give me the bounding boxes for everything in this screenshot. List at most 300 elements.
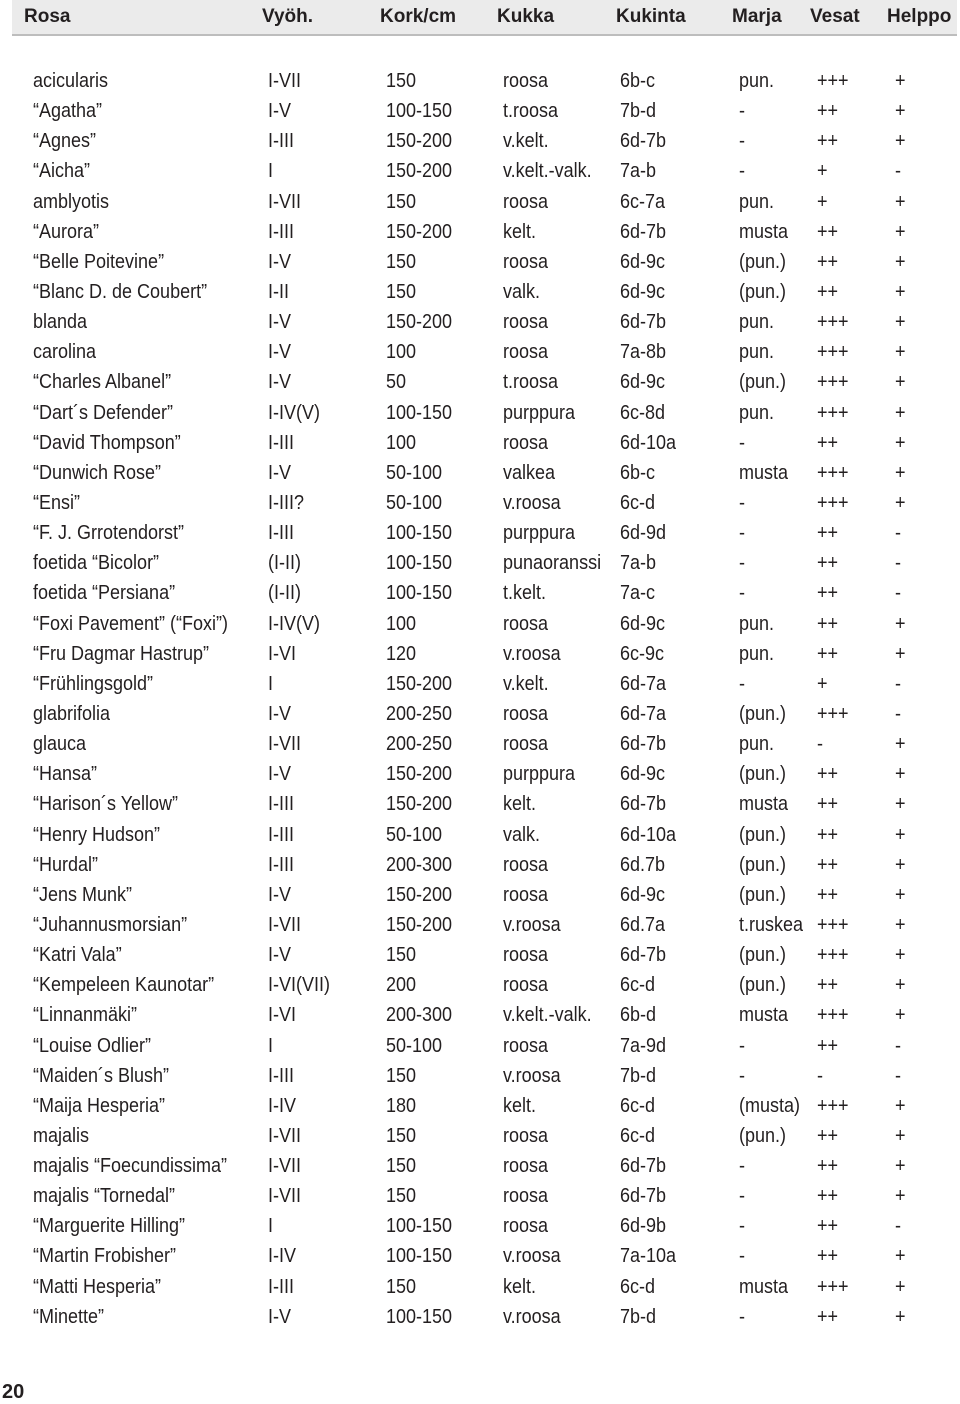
- cell-col-helppo: +: [895, 1004, 906, 1027]
- cell-col-kukinta: 6b-c: [620, 70, 656, 92]
- cell-col-marja: (pun.): [739, 944, 787, 967]
- cell-col-korkeus: 100-150: [386, 1215, 453, 1238]
- cell-col-kukka: t.roosa: [503, 100, 559, 123]
- cell-col-helppo: +: [895, 1094, 906, 1117]
- cell-col-vesat: ++: [817, 1155, 839, 1178]
- cell-col-rosa: “Matti Hesperia”: [33, 1275, 162, 1298]
- cell-col-marja: (pun.): [739, 853, 787, 876]
- cell-col-helppo: -: [895, 1034, 902, 1057]
- header-col-vyohyke: Vyöh.: [262, 6, 314, 27]
- cell-col-marja: pun.: [739, 642, 775, 665]
- cell-col-kukka: roosa: [503, 190, 549, 213]
- cell-col-vyohyke: I-V: [268, 763, 292, 786]
- cell-col-korkeus: 150: [386, 1124, 417, 1147]
- cell-col-vesat: +: [817, 190, 828, 213]
- cell-col-korkeus: 150-200: [386, 130, 453, 153]
- cell-col-helppo: +: [895, 763, 906, 786]
- cell-col-helppo: -: [895, 1215, 902, 1238]
- cell-col-rosa: glabrifolia: [33, 702, 111, 725]
- cell-col-vesat: +++: [817, 461, 849, 484]
- cell-col-kukka: roosa: [503, 612, 549, 635]
- cell-col-vyohyke: I-V: [268, 883, 292, 906]
- cell-col-rosa: “Minette”: [33, 1305, 105, 1328]
- cell-col-korkeus: 50-100: [386, 1034, 443, 1057]
- cell-col-vesat: ++: [817, 552, 839, 575]
- header-col-helppo: Helppo: [887, 6, 952, 27]
- cell-col-kukinta: 7b-d: [620, 1064, 657, 1087]
- table-row: [0, 187, 960, 217]
- cell-col-kukinta: 7b-d: [620, 100, 657, 123]
- table-row: [0, 518, 960, 548]
- table-row: [0, 126, 960, 156]
- cell-col-kukinta: 6d-7a: [620, 702, 667, 725]
- cell-col-marja: pun.: [739, 612, 775, 635]
- cell-col-kukka: v.roosa: [503, 491, 561, 514]
- cell-col-vesat: +++: [817, 371, 849, 394]
- cell-col-vesat: ++: [817, 853, 839, 876]
- cell-col-kukka: purppura: [503, 763, 576, 786]
- cell-col-helppo: +: [895, 733, 906, 756]
- cell-col-rosa: glauca: [33, 733, 87, 756]
- cell-col-kukka: roosa: [503, 1215, 549, 1238]
- cell-col-vesat: ++: [817, 1215, 839, 1238]
- cell-col-rosa: “Agatha”: [33, 100, 103, 123]
- cell-col-korkeus: 100-150: [386, 522, 453, 545]
- cell-col-vyohyke: I-V: [268, 461, 292, 484]
- table-row: [0, 66, 960, 96]
- table-row: [0, 548, 960, 578]
- cell-col-marja: (pun.): [739, 974, 787, 997]
- cell-col-kukka: roosa: [503, 1034, 549, 1057]
- cell-col-rosa: “Harison´s Yellow”: [33, 793, 179, 816]
- cell-col-marja: -: [739, 1245, 746, 1268]
- cell-col-vesat: ++: [817, 100, 839, 123]
- cell-col-helppo: +: [895, 612, 906, 635]
- cell-col-vesat: +++: [817, 944, 849, 967]
- cell-col-korkeus: 200-300: [386, 1004, 453, 1027]
- cell-col-helppo: +: [895, 70, 906, 92]
- cell-col-marja: -: [739, 1305, 746, 1328]
- cell-col-kukinta: 6b-d: [620, 1004, 657, 1027]
- cell-col-helppo: -: [895, 552, 902, 575]
- cell-col-helppo: +: [895, 130, 906, 153]
- cell-col-kukinta: 6d-10a: [620, 823, 677, 846]
- cell-col-korkeus: 150: [386, 1064, 417, 1087]
- cell-col-vyohyke: I: [268, 1034, 274, 1057]
- rose-table: [0, 66, 960, 1332]
- cell-col-rosa: “Marguerite Hilling”: [33, 1215, 186, 1238]
- table-row: [0, 578, 960, 608]
- cell-col-marja: (pun.): [739, 280, 787, 303]
- cell-col-vyohyke: I-III: [268, 793, 295, 816]
- cell-col-kukinta: 7a-8b: [620, 341, 667, 364]
- header-col-kukinta: Kukinta: [616, 6, 686, 27]
- cell-col-rosa: “Aurora”: [33, 220, 100, 243]
- cell-col-kukka: roosa: [503, 853, 549, 876]
- cell-col-korkeus: 180: [386, 1094, 417, 1117]
- cell-col-rosa: carolina: [33, 341, 97, 364]
- cell-col-marja: (musta): [739, 1094, 801, 1117]
- cell-col-korkeus: 150: [386, 1275, 417, 1298]
- cell-col-marja: pun.: [739, 311, 775, 334]
- table-row: [0, 277, 960, 307]
- table-row: [0, 639, 960, 669]
- cell-col-vesat: +++: [817, 311, 849, 334]
- cell-col-rosa: “Kempeleen Kaunotar”: [33, 974, 215, 997]
- cell-col-korkeus: 150: [386, 190, 417, 213]
- cell-col-rosa: “Hurdal”: [33, 853, 99, 876]
- cell-col-kukinta: 6d-7b: [620, 311, 667, 334]
- cell-col-kukinta: 6d.7a: [620, 913, 666, 936]
- cell-col-vesat: ++: [817, 974, 839, 997]
- table-row: [0, 337, 960, 367]
- cell-col-helppo: +: [895, 1185, 906, 1208]
- cell-col-kukinta: 6d-9d: [620, 522, 667, 545]
- cell-col-rosa: “Juhannusmorsian”: [33, 913, 188, 936]
- cell-col-kukka: kelt.: [503, 220, 537, 243]
- cell-col-vesat: ++: [817, 793, 839, 816]
- cell-col-vyohyke: I: [268, 1215, 274, 1238]
- cell-col-rosa: “Fru Dagmar Hastrup”: [33, 642, 210, 665]
- cell-col-helppo: +: [895, 461, 906, 484]
- table-row: [0, 96, 960, 126]
- cell-col-vyohyke: I-VII: [268, 913, 302, 936]
- cell-col-korkeus: 100: [386, 431, 417, 454]
- cell-col-helppo: +: [895, 974, 906, 997]
- cell-col-kukka: valk.: [503, 823, 541, 846]
- cell-col-vesat: ++: [817, 1034, 839, 1057]
- cell-col-vesat: ++: [817, 1124, 839, 1147]
- cell-col-kukinta: 6c-7a: [620, 190, 666, 213]
- cell-col-marja: -: [739, 522, 746, 545]
- cell-col-helppo: +: [895, 913, 906, 936]
- table-row: [0, 1211, 960, 1241]
- cell-col-marja: (pun.): [739, 883, 787, 906]
- table-header: [12, 0, 957, 34]
- table-row: [0, 699, 960, 729]
- cell-col-rosa: “Charles Albanel”: [33, 371, 172, 394]
- table-row: [0, 156, 960, 186]
- cell-col-korkeus: 200-250: [386, 702, 453, 725]
- cell-col-korkeus: 100-150: [386, 100, 453, 123]
- cell-col-kukka: valk.: [503, 280, 541, 303]
- cell-col-kukka: roosa: [503, 702, 549, 725]
- cell-col-rosa: “Hansa”: [33, 763, 98, 786]
- table-row: [0, 880, 960, 910]
- cell-col-rosa: “Agnes”: [33, 130, 97, 153]
- cell-col-helppo: -: [895, 1064, 902, 1087]
- cell-col-vesat: +++: [817, 702, 849, 725]
- cell-col-marja: -: [739, 1185, 746, 1208]
- cell-col-rosa: “F. J. Grrotendorst”: [33, 522, 185, 545]
- cell-col-vyohyke: I-VI: [268, 642, 297, 665]
- table-row: [0, 1151, 960, 1181]
- table-row: [0, 217, 960, 247]
- cell-col-vyohyke: I-III: [268, 853, 295, 876]
- cell-col-vesat: ++: [817, 1185, 839, 1208]
- cell-col-marja: (pun.): [739, 250, 787, 273]
- cell-col-kukinta: 7a-10a: [620, 1245, 677, 1268]
- cell-col-vesat: +++: [817, 341, 849, 364]
- cell-col-helppo: -: [895, 582, 902, 605]
- cell-col-kukka: v.kelt.-valk.: [503, 1004, 592, 1027]
- cell-col-vyohyke: I-VI(VII): [268, 974, 331, 997]
- cell-col-vyohyke: (I-II): [268, 552, 301, 575]
- cell-col-marja: -: [739, 1064, 746, 1087]
- cell-col-kukka: purppura: [503, 522, 576, 545]
- cell-col-rosa: “Foxi Pavement” (“Foxi”): [33, 612, 229, 635]
- cell-col-korkeus: 50-100: [386, 823, 443, 846]
- table-row: [0, 940, 960, 970]
- cell-col-korkeus: 150-200: [386, 913, 453, 936]
- cell-col-kukinta: 6d-7a: [620, 672, 667, 695]
- cell-col-vyohyke: I-V: [268, 1305, 292, 1328]
- cell-col-vyohyke: I-V: [268, 371, 292, 394]
- cell-col-vyohyke: I-IV: [268, 1094, 297, 1117]
- cell-col-korkeus: 50-100: [386, 491, 443, 514]
- cell-col-kukinta: 6c-d: [620, 491, 656, 514]
- cell-col-vesat: ++: [817, 582, 839, 605]
- cell-col-marja: -: [739, 491, 746, 514]
- cell-col-korkeus: 50-100: [386, 461, 443, 484]
- cell-col-vyohyke: I-III?: [268, 491, 305, 514]
- cell-col-kukinta: 7a-b: [620, 160, 657, 183]
- cell-col-kukinta: 6c-9c: [620, 642, 665, 665]
- table-row: [0, 789, 960, 819]
- cell-col-kukinta: 6c-d: [620, 974, 656, 997]
- cell-col-vesat: ++: [817, 1305, 839, 1328]
- cell-col-korkeus: 150: [386, 280, 417, 303]
- cell-col-rosa: majalis “Tornedal”: [33, 1185, 176, 1208]
- cell-col-rosa: foetida “Persiana”: [33, 582, 176, 605]
- cell-col-rosa: “Dart´s Defender”: [33, 401, 174, 424]
- cell-col-kukinta: 6d-7b: [620, 130, 667, 153]
- cell-col-kukka: roosa: [503, 250, 549, 273]
- cell-col-vesat: ++: [817, 612, 839, 635]
- cell-col-vesat: ++: [817, 220, 839, 243]
- cell-col-kukka: v.roosa: [503, 913, 561, 936]
- cell-col-vyohyke: I-VII: [268, 1185, 302, 1208]
- cell-col-vyohyke: I-III: [268, 823, 295, 846]
- cell-col-korkeus: 200: [386, 974, 417, 997]
- cell-col-kukka: v.roosa: [503, 1305, 561, 1328]
- cell-col-marja: -: [739, 160, 746, 183]
- cell-col-kukka: roosa: [503, 883, 549, 906]
- cell-col-vyohyke: I-VII: [268, 190, 302, 213]
- cell-col-kukinta: 6d-7b: [620, 1155, 667, 1178]
- table-row: [0, 1061, 960, 1091]
- cell-col-kukinta: 6d-7b: [620, 733, 667, 756]
- header-divider: [12, 34, 957, 36]
- cell-col-marja: (pun.): [739, 702, 787, 725]
- cell-col-kukinta: 6d-9c: [620, 612, 666, 635]
- cell-col-kukka: punaoranssi: [503, 552, 602, 575]
- cell-col-vyohyke: I-VII: [268, 70, 302, 92]
- cell-col-kukinta: 6d-9c: [620, 371, 666, 394]
- cell-col-helppo: +: [895, 250, 906, 273]
- table-row: [0, 910, 960, 940]
- cell-col-kukinta: 6d-10a: [620, 431, 677, 454]
- cell-col-korkeus: 150: [386, 944, 417, 967]
- cell-col-kukka: v.roosa: [503, 642, 561, 665]
- cell-col-vesat: ++: [817, 823, 839, 846]
- cell-col-kukka: kelt.: [503, 1275, 537, 1298]
- cell-col-vyohyke: (I-II): [268, 582, 301, 605]
- cell-col-korkeus: 150-200: [386, 160, 453, 183]
- cell-col-rosa: “Katri Vala”: [33, 944, 122, 967]
- table-row: [0, 820, 960, 850]
- cell-col-helppo: +: [895, 220, 906, 243]
- cell-col-vyohyke: I-V: [268, 341, 292, 364]
- cell-col-vesat: +++: [817, 491, 849, 514]
- cell-col-korkeus: 100-150: [386, 582, 453, 605]
- cell-col-helppo: +: [895, 371, 906, 394]
- cell-col-korkeus: 150: [386, 250, 417, 273]
- cell-col-vesat: ++: [817, 763, 839, 786]
- cell-col-kukinta: 6d-9b: [620, 1215, 667, 1238]
- cell-col-marja: -: [739, 1155, 746, 1178]
- table-row: [0, 970, 960, 1000]
- table-row: [0, 488, 960, 518]
- cell-col-marja: musta: [739, 793, 789, 816]
- cell-col-rosa: “Ensi”: [33, 491, 81, 514]
- cell-col-vyohyke: I-VII: [268, 1155, 302, 1178]
- cell-col-helppo: +: [895, 823, 906, 846]
- cell-col-kukinta: 7a-b: [620, 552, 657, 575]
- cell-col-kukka: kelt.: [503, 1094, 537, 1117]
- table-row: [0, 1241, 960, 1271]
- cell-col-marja: -: [739, 672, 746, 695]
- cell-col-marja: (pun.): [739, 371, 787, 394]
- cell-col-marja: pun.: [739, 341, 775, 364]
- table-row: [0, 428, 960, 458]
- cell-col-helppo: +: [895, 190, 906, 213]
- cell-col-kukinta: 6c-8d: [620, 401, 666, 424]
- cell-col-helppo: +: [895, 853, 906, 876]
- cell-col-rosa: majalis: [33, 1124, 90, 1147]
- cell-col-vesat: ++: [817, 522, 839, 545]
- cell-col-kukka: roosa: [503, 1124, 549, 1147]
- cell-col-rosa: “Linnanmäki”: [33, 1004, 138, 1027]
- cell-col-vyohyke: I-VII: [268, 733, 302, 756]
- table-row: [0, 1091, 960, 1121]
- cell-col-vesat: +: [817, 160, 828, 183]
- cell-col-vesat: ++: [817, 883, 839, 906]
- cell-col-vyohyke: I-VI: [268, 1004, 297, 1027]
- cell-col-marja: (pun.): [739, 1124, 787, 1147]
- cell-col-helppo: +: [895, 1155, 906, 1178]
- table-row: [0, 759, 960, 789]
- cell-col-korkeus: 150-200: [386, 311, 453, 334]
- cell-col-rosa: “Belle Poitevine”: [33, 250, 165, 273]
- cell-col-kukinta: 6d-7b: [620, 944, 667, 967]
- cell-col-vesat: +++: [817, 1275, 849, 1298]
- cell-col-kukka: v.kelt.: [503, 130, 549, 153]
- cell-col-kukinta: 6d.7b: [620, 853, 666, 876]
- table-row: [0, 247, 960, 277]
- cell-col-kukinta: 6d-7b: [620, 1185, 667, 1208]
- table-row: [0, 458, 960, 488]
- cell-col-kukka: t.roosa: [503, 371, 559, 394]
- cell-col-vesat: +++: [817, 1004, 849, 1027]
- cell-col-kukinta: 6c-d: [620, 1094, 656, 1117]
- cell-col-helppo: +: [895, 642, 906, 665]
- cell-col-vyohyke: I-III: [268, 220, 295, 243]
- cell-col-helppo: +: [895, 401, 906, 424]
- cell-col-kukinta: 6d-9c: [620, 883, 666, 906]
- cell-col-korkeus: 200-250: [386, 733, 453, 756]
- cell-col-marja: t.ruskea: [739, 913, 804, 936]
- cell-col-helppo: -: [895, 672, 902, 695]
- cell-col-marja: -: [739, 1034, 746, 1057]
- cell-col-rosa: “Blanc D. de Coubert”: [33, 280, 208, 303]
- cell-col-kukinta: 6d-7b: [620, 220, 667, 243]
- cell-col-kukinta: 6c-d: [620, 1124, 656, 1147]
- page-number: 20: [2, 1381, 25, 1403]
- table-row: [0, 1031, 960, 1061]
- cell-col-kukka: v.roosa: [503, 1245, 561, 1268]
- table-row: [0, 398, 960, 428]
- cell-col-vyohyke: I-V: [268, 311, 292, 334]
- cell-col-helppo: -: [895, 702, 902, 725]
- table-row: [0, 1302, 960, 1332]
- table-row: [0, 850, 960, 880]
- cell-col-korkeus: 150: [386, 70, 417, 92]
- cell-col-kukka: roosa: [503, 311, 549, 334]
- cell-col-helppo: -: [895, 160, 902, 183]
- cell-col-vyohyke: I-IV(V): [268, 401, 321, 424]
- cell-col-kukinta: 6c-d: [620, 1275, 656, 1298]
- cell-col-helppo: +: [895, 311, 906, 334]
- cell-col-kukka: valkea: [503, 461, 556, 484]
- cell-col-helppo: +: [895, 491, 906, 514]
- cell-col-kukka: roosa: [503, 1155, 549, 1178]
- table-row: [0, 307, 960, 337]
- cell-col-helppo: +: [895, 100, 906, 123]
- cell-col-kukinta: 7a-9d: [620, 1034, 667, 1057]
- cell-col-vesat: ++: [817, 431, 839, 454]
- cell-col-vesat: -: [817, 1064, 824, 1087]
- cell-col-kukka: roosa: [503, 733, 549, 756]
- header-col-marja: Marja: [732, 6, 782, 27]
- cell-col-vesat: +++: [817, 913, 849, 936]
- cell-col-kukka: v.kelt.: [503, 672, 549, 695]
- cell-col-kukka: v.roosa: [503, 1064, 561, 1087]
- cell-col-kukka: t.kelt.: [503, 582, 547, 605]
- cell-col-marja: pun.: [739, 733, 775, 756]
- cell-col-korkeus: 150: [386, 1185, 417, 1208]
- table-row: [0, 669, 960, 699]
- cell-col-marja: -: [739, 552, 746, 575]
- header-col-rosa: Rosa: [24, 6, 71, 27]
- cell-col-rosa: blanda: [33, 311, 88, 334]
- cell-col-vesat: ++: [817, 1245, 839, 1268]
- cell-col-kukka: roosa: [503, 431, 549, 454]
- cell-col-vyohyke: I-III: [268, 431, 295, 454]
- cell-col-marja: (pun.): [739, 823, 787, 846]
- cell-col-rosa: acicularis: [33, 70, 109, 92]
- cell-col-rosa: “Jens Munk”: [33, 883, 133, 906]
- cell-col-rosa: “Maija Hesperia”: [33, 1094, 166, 1117]
- cell-col-vesat: ++: [817, 642, 839, 665]
- cell-col-vesat: ++: [817, 280, 839, 303]
- cell-col-helppo: +: [895, 431, 906, 454]
- cell-col-marja: musta: [739, 1275, 789, 1298]
- cell-col-vyohyke: I-III: [268, 1275, 295, 1298]
- cell-col-korkeus: 150-200: [386, 763, 453, 786]
- cell-col-rosa: “Henry Hudson”: [33, 823, 161, 846]
- cell-col-korkeus: 150: [386, 1155, 417, 1178]
